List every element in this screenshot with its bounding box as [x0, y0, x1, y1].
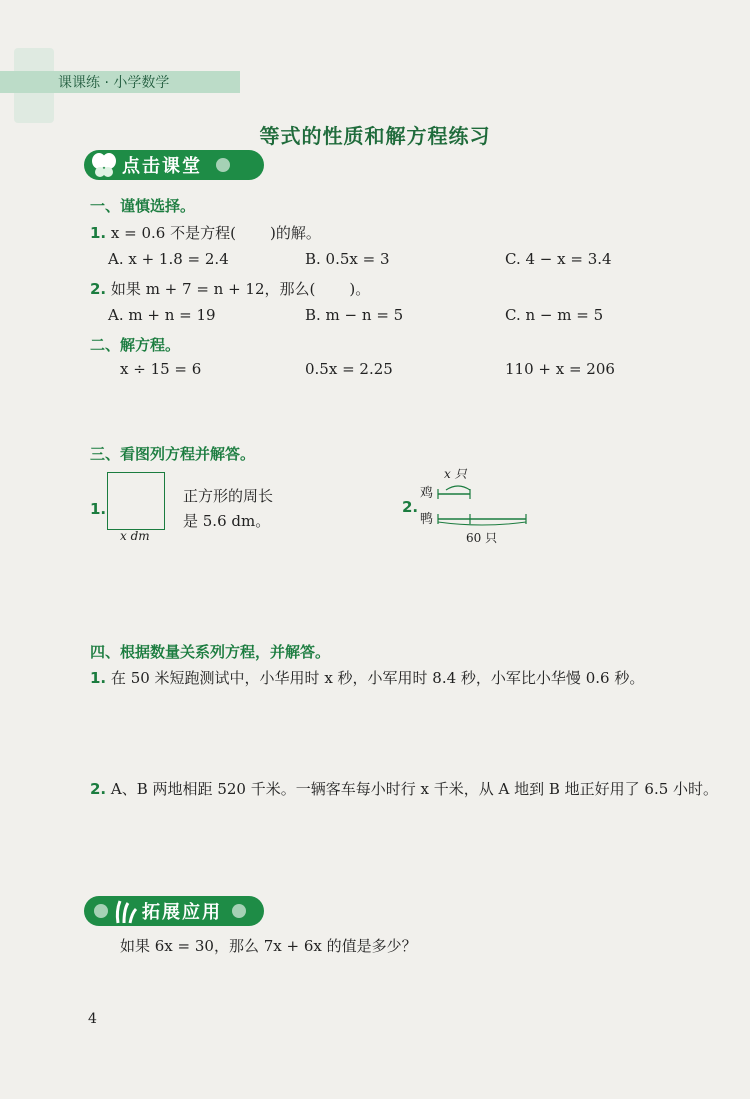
question-1-2: 2. 如果 m + 7 = n + 12，那么( )。 [90, 280, 371, 298]
row-label-duck: 鸭 [420, 512, 434, 527]
section-label: 点击课堂 [122, 156, 202, 177]
part3-heading: 三、看图列方程并解答。 [90, 445, 256, 463]
page-title: 等式的性质和解方程练习 [259, 124, 491, 148]
option-c: C. n − m = 5 [505, 306, 604, 324]
equation-3: 110 + x = 206 [505, 360, 615, 378]
banner-dot [216, 158, 230, 172]
series-title: 课课练 · 小学数学 [58, 75, 170, 91]
question-3-2-number: 2. [402, 498, 419, 516]
part4-heading: 四、根据数量关系列方程，并解答。 [90, 643, 331, 661]
question-1-1: 1. x = 0.6 不是方程( )的解。 [90, 224, 321, 242]
option-b: B. 0.5x = 3 [305, 250, 390, 268]
banner-dot [232, 904, 246, 918]
equation-1: x ÷ 15 = 6 [120, 360, 202, 378]
option-c: C. 4 − x = 3.4 [505, 250, 612, 268]
square-figure [107, 472, 165, 530]
section-label: 拓展应用 [142, 902, 222, 923]
option-a: A. m + n = 19 [108, 306, 216, 324]
option-a: A. x + 1.8 = 2.4 [108, 250, 229, 268]
square-text-line1: 正方形的周长 [183, 487, 274, 505]
page-number: 4 [88, 1011, 97, 1027]
banner-dot [94, 904, 108, 918]
question-3-1-number: 1. [90, 500, 107, 518]
part1-heading: 一、谨慎选择。 [90, 197, 196, 215]
row-label-chicken: 鸡 [420, 486, 434, 501]
top-quantity-label: x 只 [444, 467, 467, 481]
grass-icon [110, 897, 138, 925]
part2-heading: 二、解方程。 [90, 336, 181, 354]
equation-2: 0.5x = 2.25 [305, 360, 393, 378]
butterfly-icon [90, 151, 118, 179]
bottom-quantity-label: 60 只 [466, 531, 498, 545]
option-b: B. m − n = 5 [305, 306, 404, 324]
square-side-label: x dm [120, 529, 150, 543]
series-header [0, 71, 240, 93]
line-segment-diagram [436, 478, 536, 528]
section-banner-classroom [84, 150, 264, 180]
question-4-2: 2. A、B 两地相距 520 千米。一辆客车每小时行 x 千米，从 A 地到 B 地正好用了 6.5 小时。 [90, 780, 719, 798]
section-banner-extension [84, 896, 264, 926]
question-4-1: 1. 在 50 米短跑测试中，小华用时 x 秒，小军用时 8.4 秒，小军比小华慢 0.6 秒。 [90, 669, 645, 687]
square-text-line2: 是 5.6 dm。 [183, 512, 271, 530]
extension-question: 如果 6x = 30，那么 7x + 6x 的值是多少？ [120, 937, 417, 955]
